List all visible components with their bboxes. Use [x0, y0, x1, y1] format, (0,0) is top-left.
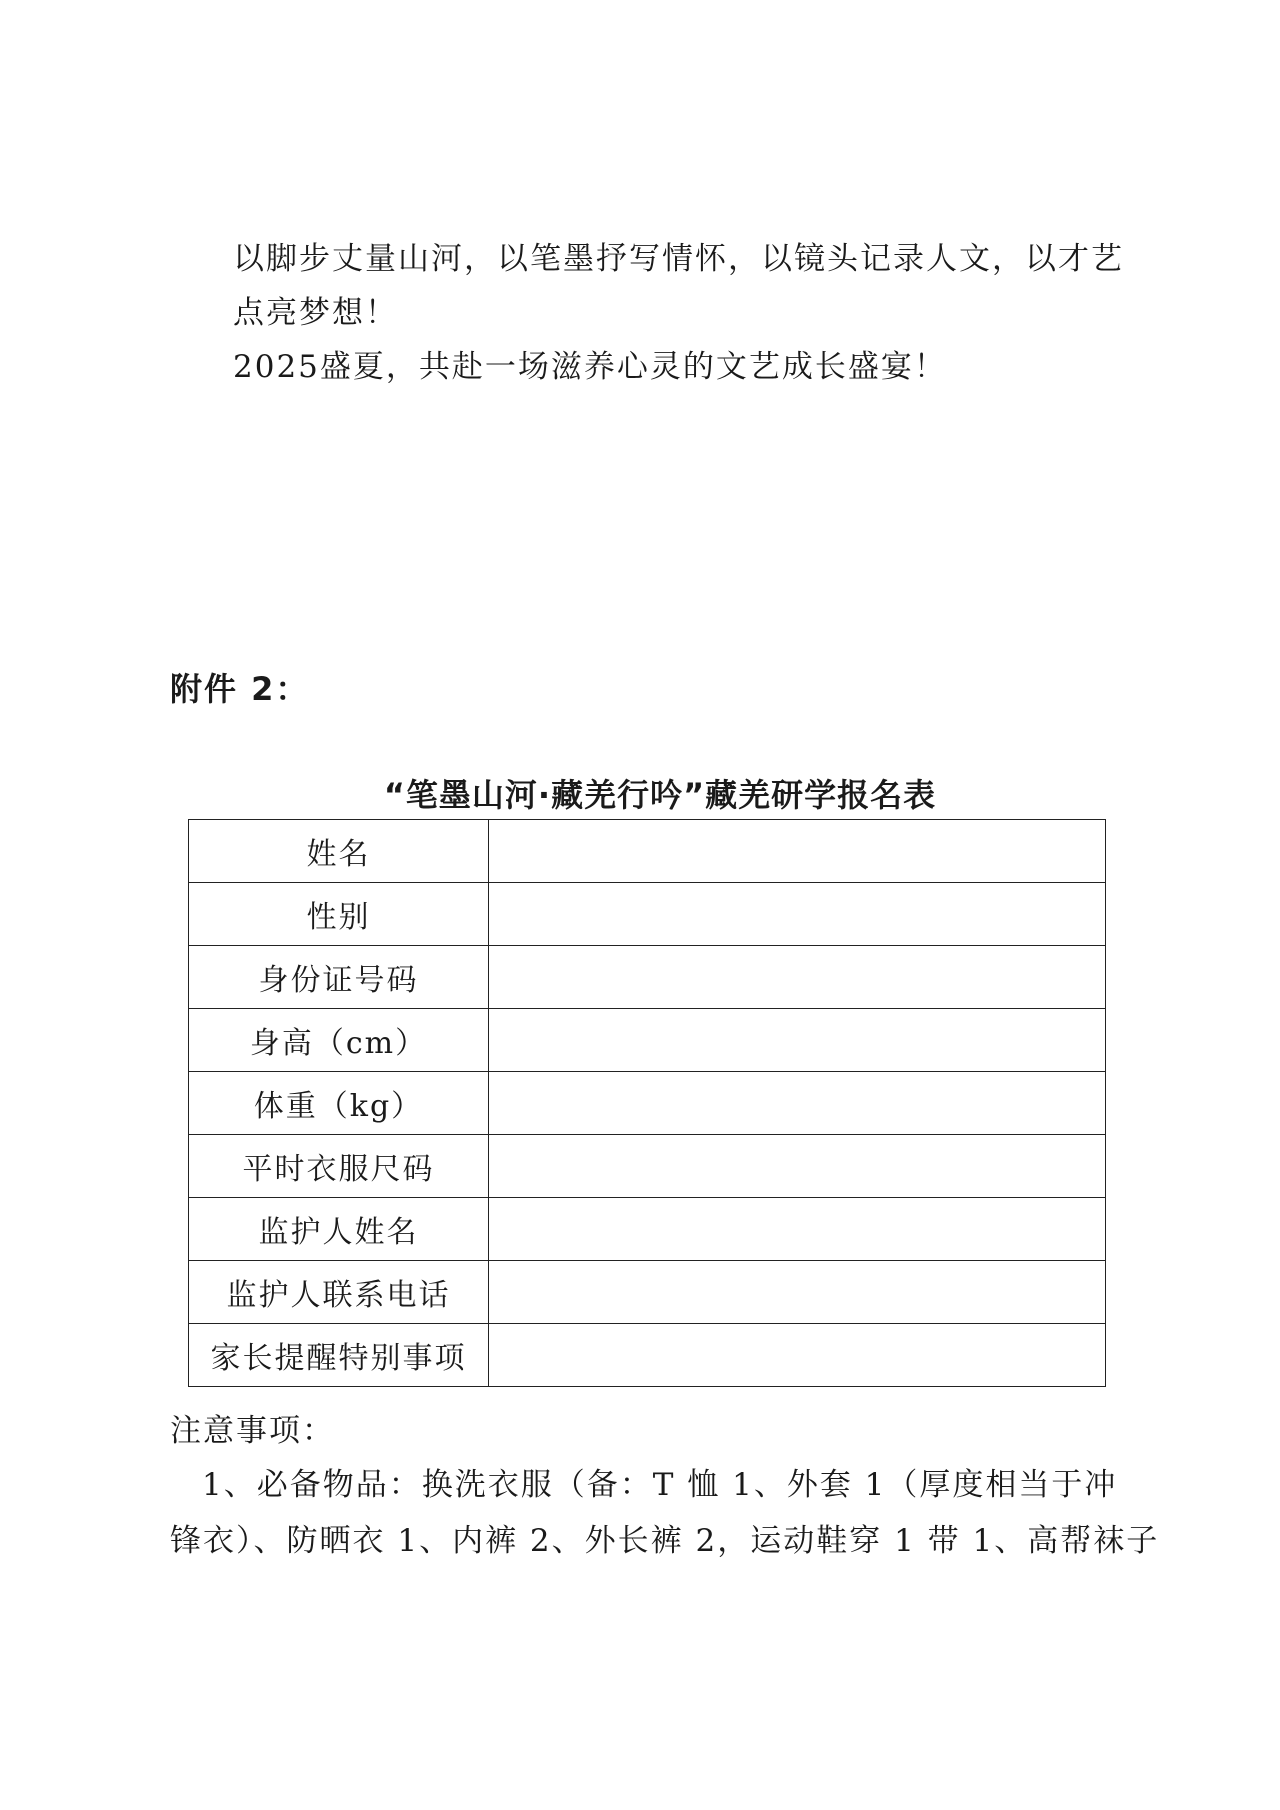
- field-value-id-number[interactable]: [489, 946, 1106, 1009]
- field-value-name[interactable]: [489, 820, 1106, 883]
- attachment-label: 附件 2：: [170, 670, 310, 708]
- field-label-parent-notes: 家长提醒特别事项: [189, 1324, 489, 1387]
- field-label-weight: 体重（kg）: [189, 1072, 489, 1135]
- intro-paragraph-line: 2025盛夏，共赴一场滋养心灵的文艺成长盛宴！: [233, 349, 947, 385]
- table-row: [189, 1198, 1106, 1261]
- intro-paragraph-line: 以脚步丈量山河，以笔墨抒写情怀，以镜头记录人文，以才艺: [233, 241, 1124, 277]
- notes-paragraph-line: 1、必备物品：换洗衣服（备：T 恤 1、外套 1（厚度相当于冲: [202, 1467, 1118, 1503]
- field-value-weight[interactable]: [489, 1072, 1106, 1135]
- table-row: [189, 1072, 1106, 1135]
- table-row: [189, 883, 1106, 946]
- field-label-height: 身高（cm）: [189, 1009, 489, 1072]
- field-label-clothing-size: 平时衣服尺码: [189, 1135, 489, 1198]
- field-value-gender[interactable]: [489, 883, 1106, 946]
- notes-title: 注意事项：: [170, 1413, 335, 1449]
- table-row: [189, 1009, 1106, 1072]
- field-label-name: 姓名: [189, 820, 489, 883]
- field-label-guardian-name: 监护人姓名: [189, 1198, 489, 1261]
- field-label-guardian-phone: 监护人联系电话: [189, 1261, 489, 1324]
- table-row: [189, 820, 1106, 883]
- notes-paragraph-line: 锋衣）、防晒衣 1、内裤 2、外长裤 2，运动鞋穿 1 带 1、高帮袜子: [170, 1523, 1160, 1559]
- registration-table: [188, 819, 1106, 1387]
- field-value-guardian-phone[interactable]: [489, 1261, 1106, 1324]
- intro-paragraph-line: 点亮梦想！: [233, 295, 398, 331]
- field-label-id-number: 身份证号码: [189, 946, 489, 1009]
- table-row: [189, 1261, 1106, 1324]
- field-value-parent-notes[interactable]: [489, 1324, 1106, 1387]
- table-row: [189, 1135, 1106, 1198]
- field-value-guardian-name[interactable]: [489, 1198, 1106, 1261]
- field-value-clothing-size[interactable]: [489, 1135, 1106, 1198]
- table-row: [189, 946, 1106, 1009]
- field-value-height[interactable]: [489, 1009, 1106, 1072]
- field-label-gender: 性别: [189, 883, 489, 946]
- form-title: “笔墨山河·藏羌行吟”藏羌研学报名表: [383, 776, 937, 814]
- table-row: [189, 1324, 1106, 1387]
